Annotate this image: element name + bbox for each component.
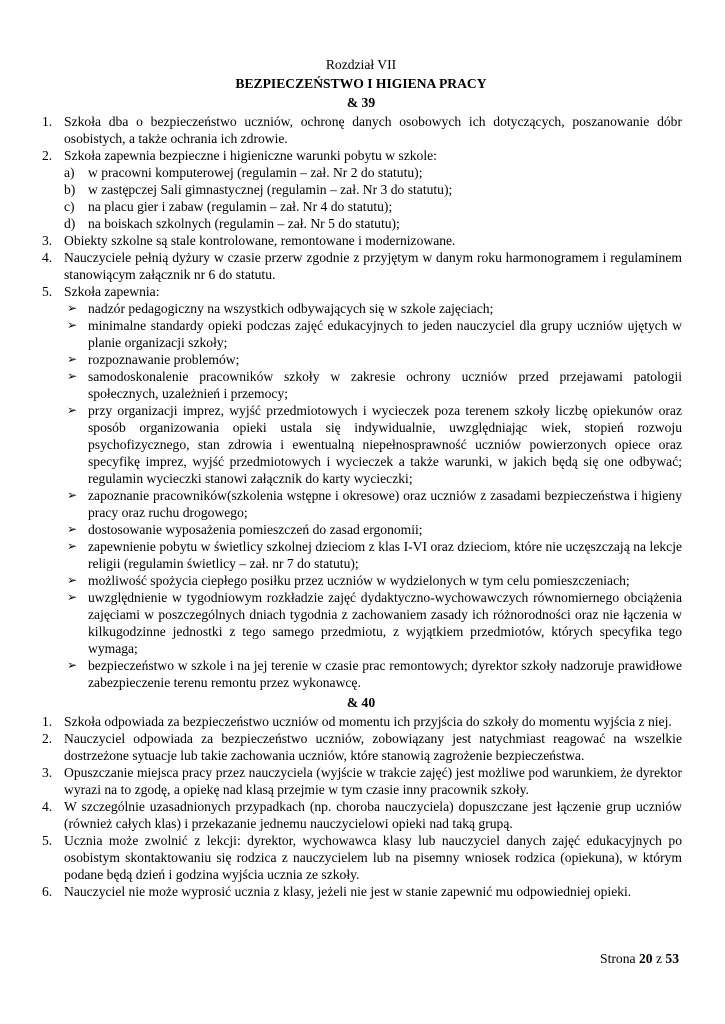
list-letter: a) [64, 165, 75, 180]
paragraph-number: 3. [42, 765, 53, 780]
footer-separator: z [655, 951, 662, 966]
list-item [40, 198, 682, 215]
bullet-item [40, 538, 682, 572]
paragraph-number: 2. [42, 731, 53, 746]
paragraph [40, 113, 682, 147]
paragraph-text: Szkoła dba o bezpieczeństwo uczniów, ochronę danych osobowych ich dotyczących, poszanowanie dóbr osobistych, a także ochrania ich zdrowie. [64, 114, 682, 146]
paragraph-number: 5. [42, 833, 53, 848]
bullet-text: dostosowanie wyposażenia pomieszczeń do zasad ergonomii; [88, 522, 423, 537]
bullet-item [40, 368, 682, 402]
paragraph-text: Opuszczanie miejsca pracy przez nauczyciela (wyjście w trakcie zajęć) jest możliwe pod warunkiem, że dyrektor wyrazi na to zgodę, a opiekę nad klasą przejmie w tym czasie inny pracownik szkoły. [64, 765, 682, 797]
bullet-text: minimalne standardy opieki podczas zajęć edukacyjnych to jeden nauczyciel dla grupy uczniów ujętych w planie organizacji szkoły; [88, 318, 682, 350]
list-letter: d) [64, 216, 76, 231]
paragraph [40, 832, 682, 883]
list-text: w pracowni komputerowej (regulamin – zał. Nr 2 do statutu); [88, 165, 423, 180]
current-page-number: 20 [638, 951, 653, 966]
paragraph-text: Szkoła zapewnia: [64, 284, 160, 299]
paragraph-text: Nauczyciel nie może wyprosić ucznia z klasy, jeżeli nie jest w stanie zapewnić mu odpowiedniej opieki. [64, 884, 632, 899]
paragraph-text: W szczególnie uzasadnionych przypadkach (np. choroba nauczyciela) dopuszczane jest łączenie grup uczniów (również całych klas) i przekazanie jednemu nauczycielowi opieki nad taką grupą. [64, 799, 682, 831]
paragraph-number: 6. [42, 884, 53, 899]
bullet-text: zapewnienie pobytu w świetlicy szkolnej dzieciom z klas I-VI oraz dzieciom, które nie uczęszczają na lekcje religii (regulamin świetlicy – zał. nr 7 do statutu); [88, 539, 682, 571]
bullet-item [40, 657, 682, 691]
bullet-text: nadzór pedagogiczny na wszystkich odbywających się w szkole zajęciach; [88, 301, 494, 316]
page-footer [600, 950, 679, 967]
paragraph-number: 4. [42, 250, 53, 265]
paragraph-number: 2. [42, 148, 53, 163]
arrow-bullet-icon: ➢ [67, 488, 78, 502]
paragraph-number: 3. [42, 233, 53, 248]
footer-prefix: Strona [600, 951, 636, 966]
arrow-bullet-icon: ➢ [67, 318, 78, 332]
arrow-bullet-icon: ➢ [67, 369, 78, 383]
list-text: w zastępczej Sali gimnastycznej (regulamin – zał. Nr 3 do statutu); [88, 182, 453, 197]
list-text: na boiskach szkolnych (regulamin – zał. Nr 5 do statutu); [88, 216, 400, 231]
list-letter: b) [64, 182, 76, 197]
arrow-bullet-icon: ➢ [67, 301, 78, 315]
bullet-item [40, 402, 682, 487]
arrow-bullet-icon: ➢ [67, 590, 78, 604]
list-item [40, 164, 682, 181]
paragraph-text: Nauczyciel odpowiada za bezpieczeństwo uczniów, zobowiązany jest natychmiast reagować na wszelkie dostrzeżone sytuacje lub takie zachowania uczniów, które stanowią zagrożenie bezpieczeństwa. [64, 731, 682, 763]
bullet-item [40, 317, 682, 351]
list-text: na placu gier i zabaw (regulamin – zał. Nr 4 do statutu); [88, 199, 393, 214]
list-letter: c) [64, 199, 75, 214]
paragraph [40, 283, 682, 300]
paragraph [40, 764, 682, 798]
paragraph-number: 5. [42, 284, 53, 299]
paragraph [40, 730, 682, 764]
bullet-item [40, 589, 682, 657]
paragraph-text: Ucznia może zwolnić z lekcji: dyrektor, wychowawca klasy lub nauczyciel danych zajęć edukacyjnych po osobistym skontaktowaniu się rodzica z nauczycielem lub na pisemny wniosek rodzica (opiekuna), w którym podane będą dzień i godzina wyjścia ucznia ze szkoły. [64, 833, 682, 882]
bullet-text: przy organizacji imprez, wyjść przedmiotowych i wycieczek poza terenem szkoły liczbę opiekunów oraz sposób organizowania opieki ustala się indywidualnie, uwzględniając wiek, stopień rozwoju psychofizycznego, stan zdrowia i ewentualną niepełnosprawność uczniów powierzonych opiece oraz specyfikę imprez, wyjść przedmiotowych i wycieczek a także warunki, w jakich będą się one odbywać; regulamin wycieczki stanowi załącznik do karty wycieczki; [88, 403, 682, 486]
paragraph [40, 713, 682, 730]
bullet-text: możliwość spożycia ciepłego posiłku przez uczniów w wydzielonych w tym celu pomieszczeniach; [88, 573, 630, 588]
arrow-bullet-icon: ➢ [67, 403, 78, 417]
arrow-bullet-icon: ➢ [67, 522, 78, 536]
chapter-label: Rozdział VII [325, 57, 397, 72]
paragraph [40, 232, 682, 249]
paragraph-text: Szkoła odpowiada za bezpieczeństwo uczniów od momentu ich przyjścia do szkoły do momentu wyjścia z niej. [64, 714, 672, 729]
bullet-text: rozpoznawanie problemów; [88, 352, 240, 367]
list-item [40, 181, 682, 198]
bullet-item [40, 521, 682, 538]
paragraph-text: Obiekty szkolne są stale kontrolowane, remontowane i modernizowane. [64, 233, 456, 248]
section-40 [40, 713, 682, 900]
paragraph-number: 1. [42, 714, 53, 729]
bullet-text: uwzględnienie w tygodniowym rozkładzie zajęć dydaktyczno-wychowawczych równomiernego obciążenia zajęciami w poszczególnych dniach tygodnia z zachowaniem zasady ich różnorodności oraz nie łączenia w kilkugodzinne jednostki z tego samego przedmiotu, z wyjątkiem przedmiotów, których specyfika tego wymaga; [88, 590, 682, 656]
bullet-item [40, 487, 682, 521]
section-39 [40, 113, 682, 691]
paragraph [40, 883, 682, 900]
bullet-item [40, 572, 682, 589]
arrow-bullet-icon: ➢ [67, 352, 78, 366]
total-pages-number: 53 [665, 951, 679, 966]
arrow-bullet-icon: ➢ [67, 573, 78, 587]
chapter-title: BEZPIECZEŃSTWO I HIGIENA PRACY [235, 76, 487, 91]
bullet-item [40, 300, 682, 317]
list-item [40, 215, 682, 232]
paragraph-number: 4. [42, 799, 53, 814]
bullet-text: zapoznanie pracowników(szkolenia wstępne i okresowe) oraz uczniów z zasadami bezpieczeństwa i higieny pracy oraz ruchu drogowego; [88, 488, 682, 520]
bullet-text: bezpieczeństwo w szkole i na jej terenie w czasie prac remontowych; dyrektor szkoły nadzoruje prawidłowe zabezpieczenie terenu remontu przez wykonawcę. [88, 658, 682, 690]
section-heading-40: & 40 [346, 695, 376, 710]
bullet-item [40, 351, 682, 368]
paragraph [40, 249, 682, 283]
paragraph-text: Nauczyciele pełnią dyżury w czasie przerw zgodnie z przyjętym w danym roku harmonogramem i regulaminem stanowiącym załącznik nr 6 do statutu. [64, 250, 682, 282]
paragraph-number: 1. [42, 114, 53, 129]
paragraph [40, 147, 682, 164]
bullet-text: samodoskonalenie pracowników szkoły w zakresie ochrony uczniów przed przejawami patologii społecznych, uzależnień i przemocy; [88, 369, 682, 401]
paragraph-text: Szkoła zapewnia bezpieczne i higieniczne warunki pobytu w szkole: [64, 148, 437, 163]
section-heading-39: & 39 [346, 95, 376, 110]
document-page [40, 55, 682, 900]
arrow-bullet-icon: ➢ [67, 539, 78, 553]
paragraph [40, 798, 682, 832]
arrow-bullet-icon: ➢ [67, 658, 78, 672]
